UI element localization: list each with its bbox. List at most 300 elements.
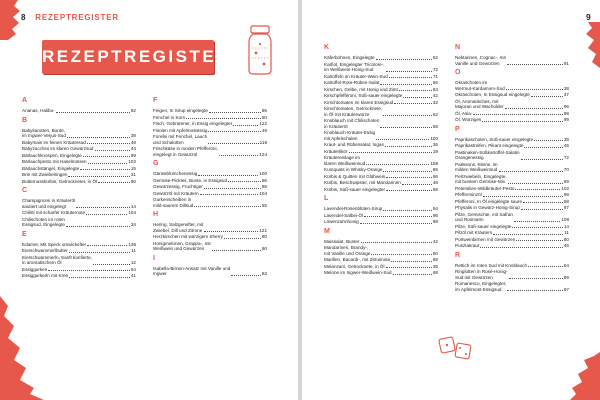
entry-page-number: 48 (130, 139, 136, 145)
dot-leader (383, 171, 431, 172)
entry-title: Brie mit Zwiebelringen (22, 172, 68, 177)
entry-page-number: 86 (261, 108, 267, 113)
dot-leader (98, 182, 130, 183)
entry-title: Romanesco, Eingelegter, im Apfelmost-Essigsud (455, 281, 507, 292)
entry-page-number: 83 (261, 271, 267, 276)
index-entry (455, 192, 569, 198)
entry-page-number: 58 (432, 123, 438, 129)
section-letter: P (455, 125, 460, 133)
entry-page-number: 70 (563, 167, 569, 172)
index-entry (153, 234, 267, 240)
entry-title: Öl, Würziges (455, 117, 482, 122)
entry-page-number: 66 (261, 177, 267, 183)
entry-page-number: 56 (432, 80, 438, 85)
entry-page-number: 37 (563, 92, 569, 97)
dot-leader (194, 206, 261, 207)
index-entry (324, 167, 438, 173)
entry-page-number: 72 (432, 67, 438, 72)
entry-page-number: 38 (130, 133, 136, 138)
entry-page-number: 96 (432, 212, 438, 218)
dot-leader (366, 164, 429, 165)
entry-page-number: 122 (259, 121, 267, 126)
entry-title: Kirschtomaten, Getrocknete, in Öl mit Kräuterwürze (324, 106, 383, 117)
entry-title: Knoblauch-Kräuter-Essig mit Apfelschalen (324, 130, 376, 141)
entry-title: Lavendel-Rosenblüten-Sirup (324, 206, 383, 211)
section-letter: O (455, 69, 461, 76)
entry-page-number: 48 (432, 180, 438, 185)
index-entry (455, 237, 569, 243)
dot-leader (361, 242, 432, 243)
entry-title: Feigen, In Sirup eingelegte (153, 108, 208, 113)
index-entry (455, 212, 569, 223)
entry-page-number: 54 (130, 266, 136, 272)
dot-leader (389, 77, 432, 78)
entry-title: Physalis in Gewürz-Honig-Sirup (455, 205, 520, 210)
entry-title: Öl, Asia- (455, 110, 473, 116)
entry-title: Essiggurken (22, 266, 48, 272)
index-section (455, 69, 569, 123)
index-section (22, 187, 136, 228)
index-section (455, 126, 569, 249)
entry-page-number: 87 (563, 205, 569, 210)
entry-title: Frischkäse in runden Pfefferoni, eingelegt in Gewürzöl (153, 146, 218, 157)
index-entry (22, 140, 136, 146)
entry-title: Knoblauch mit Chilischoten in Kräuteröl (324, 118, 380, 129)
index-entry (153, 146, 267, 157)
index-section (455, 44, 569, 66)
index-entry (455, 162, 569, 173)
entry-title: Löwenzahnhonig (324, 219, 359, 224)
index-entry (22, 267, 136, 273)
entry-title: Okraschoten im Wermut-Kardamom-Sud (455, 80, 505, 91)
dot-leader (93, 264, 130, 265)
entry-title: Pilzöl mit Kräutern (455, 230, 493, 235)
index-entry (455, 186, 569, 192)
entry-page-number: 102 (561, 185, 569, 191)
index-entry (455, 243, 569, 249)
index-entry (153, 121, 267, 127)
index-entry (153, 128, 267, 134)
entry-title: Mandarinen, Brandy-, mit Vanille und Orange (324, 245, 371, 256)
index-entry (324, 87, 438, 93)
section-letter: I (153, 254, 155, 262)
entry-page-number: 91 (563, 60, 569, 66)
dot-leader (228, 181, 261, 182)
dot-leader (66, 226, 130, 227)
section-letter: H (153, 211, 159, 218)
running-title: REZEPTREGISTER (35, 13, 119, 22)
index-entry (455, 117, 569, 123)
index-entry (324, 180, 438, 186)
dot-leader (524, 147, 562, 148)
entry-page-number: 42 (432, 238, 438, 244)
entry-title: Ringlotten in Rosé-Honig- Sud mit Gewürzen (455, 269, 508, 280)
index-entry (324, 74, 438, 80)
dot-leader (208, 131, 260, 132)
entry-title: Bärlauchstängel, Eingelegte (22, 165, 80, 171)
entry-title: Chiliöl mit scharfer Kräuternote (22, 210, 86, 215)
entry-title: Fenchel in Korn (153, 114, 186, 120)
dot-leader (473, 114, 563, 115)
entry-page-number: 68 (432, 186, 438, 192)
dot-leader (403, 97, 432, 98)
entry-title: Herzkirschen mit würzigem Sherry (153, 234, 223, 239)
dot-leader (371, 254, 431, 255)
dot-leader (349, 152, 432, 153)
entry-page-number: 69 (563, 179, 569, 184)
dot-leader (198, 175, 258, 176)
index-entry (324, 174, 438, 180)
entry-title: Honigmelonen, Grappa-, mit Weißwein und Gewürzen (153, 240, 211, 251)
index-entry (324, 270, 438, 276)
page-number: 9 (586, 12, 591, 22)
dot-leader (394, 103, 432, 104)
index-entry (324, 187, 438, 193)
dot-leader (231, 275, 261, 276)
index-entry (153, 241, 267, 252)
entry-title: Käferbohnen, Eingelegte (324, 55, 375, 60)
entry-title: Isabella-Birnen-Ansatz mit Vanille und Ingwer (153, 265, 231, 276)
entry-title: Fisch, Gebratener, in Essig eingelegter (153, 121, 233, 126)
entry-page-number: 89 (563, 274, 569, 280)
index-entry (455, 224, 569, 230)
index-entry (153, 108, 267, 114)
section-letter: E (22, 230, 27, 238)
dot-leader (360, 223, 432, 224)
entry-title: Melone im Ingwer-Weißwein-Sud (324, 270, 392, 275)
entry-page-number: 136 (128, 241, 136, 247)
index-column-4 (455, 44, 569, 295)
red-torn-corner-decoration-top-right (580, 22, 600, 68)
entry-title: Eierschwammerln, Sanft konfierte, in aromatischem Öl (22, 254, 92, 265)
dot-leader (212, 250, 261, 251)
index-entry (455, 205, 569, 211)
index-section (22, 97, 136, 114)
index-section (153, 211, 267, 252)
dot-leader (67, 137, 130, 138)
page-header (21, 13, 119, 22)
index-entry (324, 93, 438, 99)
entry-page-number: 99 (563, 117, 569, 122)
entry-title: Paprikaschoten, Süß-sauer eingelegte (455, 136, 534, 142)
index-entry (324, 155, 438, 166)
dot-leader (493, 234, 563, 235)
index-section (153, 97, 267, 157)
entry-page-number: 102 (128, 159, 136, 164)
entry-page-number: 14 (563, 223, 569, 229)
entry-title: Gänseblümchenessig (153, 171, 198, 176)
entry-page-number: 82 (130, 108, 136, 113)
dot-leader (391, 261, 432, 262)
entry-title: Forelle mit Fenchel, Lauch und Schalotten (153, 134, 208, 145)
entry-page-number: 96 (563, 104, 569, 109)
dot-leader (386, 190, 432, 191)
entry-title: Bärlauchpesto mit Haselnüssen (22, 159, 87, 164)
dot-leader (483, 196, 563, 197)
index-entry (455, 137, 569, 143)
section-letter: C (22, 187, 28, 194)
dot-leader (380, 84, 432, 85)
index-entry (22, 248, 136, 254)
dot-leader (516, 240, 563, 241)
dot-leader (399, 90, 432, 91)
entry-title: Pilze, Süß-sauer eingelegte (455, 223, 512, 229)
dot-leader (208, 143, 259, 144)
entry-title: Pfefferminzöl (455, 192, 482, 197)
entry-page-number: 35 (432, 263, 438, 269)
index-section (153, 160, 267, 208)
entry-page-number: 50 (261, 114, 267, 120)
entry-title: Kürbis, Beschwipster, mit Mandarinen (324, 180, 401, 185)
entry-page-number: 42 (432, 93, 438, 98)
dot-leader (514, 221, 560, 222)
index-entry (22, 128, 136, 139)
entry-title: Kraut- und Rübensalat, Ingas (324, 142, 384, 147)
index-entry (22, 242, 136, 248)
entry-title: Edamer, Mit Speck umwickelter (22, 241, 87, 247)
entry-page-number: 45 (563, 143, 569, 148)
entry-page-number: 88 (261, 184, 267, 189)
index-entry (455, 80, 569, 91)
entry-title: Chilischoten im roten Essigsud, Eingelegte (22, 216, 65, 227)
entry-page-number: 64 (563, 262, 569, 268)
entry-title: Babymais im feinen Kräutersud (22, 139, 86, 145)
dot-leader (507, 64, 563, 65)
index-section (324, 228, 438, 276)
dot-leader (515, 189, 560, 190)
index-entry (153, 266, 267, 277)
dot-leader (386, 267, 432, 268)
entry-page-number: 60 (130, 178, 136, 184)
index-entry (324, 264, 438, 270)
dot-leader (219, 155, 259, 156)
index-section (22, 231, 136, 279)
entry-page-number: 104 (128, 210, 136, 215)
section-letter: B (22, 116, 28, 124)
index-column-3 (324, 44, 438, 279)
index-section (153, 255, 267, 277)
section-letter: M (324, 227, 330, 235)
entry-title: Okraschoten, In Essigsud eingelegte (455, 92, 530, 97)
entry-page-number: 56 (432, 173, 438, 179)
entry-page-number: 99 (130, 152, 136, 158)
entry-title: Rettich im roten Sud mit Knoblauch (455, 262, 528, 268)
entry-title: Lavendel-Salbei-Öl (324, 212, 364, 218)
index-section (22, 117, 136, 185)
dot-leader (80, 169, 130, 170)
index-entry (455, 143, 569, 149)
index-entry (455, 111, 569, 117)
entry-page-number: 62 (432, 55, 438, 60)
entry-page-number: 119 (259, 139, 267, 145)
index-entry (153, 134, 267, 145)
entry-title: Champignons in Kräuteröl sautiert und eingelegt (22, 198, 76, 209)
index-entry (153, 178, 267, 184)
entry-title: Marillen, Bacardi-, mit Zitrusnote (324, 257, 391, 262)
index-entry (324, 213, 438, 219)
section-letter: N (455, 44, 461, 51)
dot-leader (69, 277, 130, 278)
entry-page-number: 98 (563, 192, 569, 197)
section-letter: K (324, 44, 330, 51)
index-entry (22, 166, 136, 172)
entry-page-number: 98 (432, 219, 438, 224)
index-entry (153, 115, 267, 121)
entry-page-number: 90 (261, 234, 267, 239)
dot-leader (507, 290, 563, 291)
index-entry (455, 269, 569, 280)
dot-leader (380, 127, 431, 128)
entry-page-number: 104 (259, 190, 267, 196)
dot-leader (69, 252, 131, 253)
entry-title: Kirschpfefferoni, Süß-sauer eingelegte (324, 93, 403, 98)
index-column-2 (153, 97, 267, 280)
dot-leader (386, 177, 432, 178)
dot-leader (48, 270, 130, 271)
entry-title: Bärlauchknospen, Eingelegte (22, 152, 82, 158)
index-entry (455, 55, 569, 66)
entry-title: Pfefferoni, In Öl eingelegte saure (455, 198, 523, 204)
index-entry (22, 108, 136, 114)
entry-title: Kürbis & Quitten mit Glühwein (324, 173, 386, 179)
entry-title: Patissons, Kleine, im milden Weißweinsud (455, 161, 498, 172)
dot-leader (383, 210, 432, 211)
dot-leader (528, 266, 563, 267)
index-entry (22, 217, 136, 228)
index-entry (455, 230, 569, 236)
entry-title: Gemüse-Pickles, Bunte, in Essigsud (153, 177, 228, 183)
dice-illustration-icon (436, 330, 476, 364)
dot-leader (534, 140, 563, 141)
red-torn-corner-decoration-bottom-right (570, 352, 600, 400)
dot-leader (482, 121, 563, 122)
dot-leader (521, 209, 563, 210)
dot-leader (87, 245, 127, 246)
dot-leader (506, 89, 563, 90)
entry-page-number: 36 (432, 142, 438, 147)
dot-leader (509, 278, 563, 279)
index-entry (455, 263, 569, 269)
entry-page-number: 71 (432, 73, 438, 79)
dot-leader (383, 115, 432, 116)
entry-title: Perlzwiebeln, Eingelegte, mit buntem Gemüse-Mix (455, 173, 507, 184)
entry-page-number: 11 (564, 230, 569, 235)
entry-page-number: 31 (130, 172, 136, 177)
dot-leader (364, 216, 432, 217)
section-letter: A (22, 97, 28, 104)
entry-title: Karfiol, Eingelegter Tricolore-, im Weißwein-Honig-Sud (324, 61, 385, 72)
index-section (324, 44, 438, 192)
dot-leader (531, 96, 563, 97)
index-entry (153, 222, 267, 233)
entry-title: Fisolen mit Apfelmostessig (153, 127, 208, 133)
entry-page-number: 55 (261, 202, 267, 208)
index-entry (22, 210, 136, 216)
dot-leader (87, 143, 130, 144)
dot-leader (68, 176, 129, 177)
index-entry (455, 150, 569, 161)
index-entry (324, 80, 438, 86)
red-torn-corner-decoration-bottom-left (0, 296, 44, 400)
dot-leader (204, 188, 261, 189)
section-letter: L (324, 195, 329, 202)
entry-title: Gewürzöl mit Kräutern (153, 190, 199, 196)
entry-title: Nektarinen, Cognac-, mit Vanille und Gewürzen (455, 55, 506, 66)
entry-page-number: 88 (432, 257, 438, 262)
entry-title: Kartoffel-Rote-Rüben-Salat (324, 80, 380, 85)
entry-page-number: 68 (432, 270, 438, 275)
dot-leader (376, 139, 429, 140)
dot-leader (209, 112, 261, 113)
index-entry (324, 149, 438, 155)
index-entry (153, 197, 267, 208)
entry-page-number: 121 (259, 227, 267, 233)
entry-page-number: 58 (563, 198, 569, 204)
dot-leader (402, 184, 432, 185)
dot-leader (523, 202, 563, 203)
entry-page-number: 90 (261, 246, 267, 251)
entry-page-number: 84 (432, 86, 438, 92)
dot-leader (521, 159, 563, 160)
index-entry (324, 245, 438, 256)
entry-title: Essiggurkerln mit Kren (22, 273, 69, 278)
title-banner (42, 40, 231, 74)
index-entry (22, 153, 136, 159)
index-entry (22, 172, 136, 178)
index-entry (455, 174, 569, 185)
entry-page-number: 38 (563, 136, 569, 142)
dot-leader (508, 183, 563, 184)
dot-leader (512, 227, 562, 228)
dot-leader (186, 118, 261, 119)
entry-page-number: 108 (561, 217, 569, 222)
entry-page-number: 32 (432, 99, 438, 105)
entry-title: Kartoffeln im Kräuter-Wein-Sud (324, 73, 388, 79)
entry-page-number: 34 (130, 222, 136, 227)
entry-title: Babyzucchini im klaren Gewürzsud (22, 146, 94, 151)
entry-page-number: 86 (432, 167, 438, 172)
index-entry (324, 239, 438, 245)
index-entry (324, 130, 438, 141)
entry-title: Pusztakraut (455, 243, 480, 248)
entry-title: Ananas, Halibu- (22, 108, 55, 113)
index-entry (153, 191, 267, 197)
dot-leader (204, 231, 258, 232)
index-entry (22, 255, 136, 266)
entry-title: Hering, Salzgereifter, mit Zwiebel, Dill und Zitrone (153, 222, 204, 233)
entry-page-number: 98 (563, 110, 569, 116)
dot-leader (393, 274, 432, 275)
entry-page-number: 94 (432, 206, 438, 211)
index-entry (324, 62, 438, 73)
index-entry (324, 118, 438, 129)
index-section (455, 252, 569, 293)
dot-leader (505, 108, 563, 109)
entry-page-number: 44 (130, 146, 136, 151)
entry-page-number: 11 (131, 248, 136, 253)
index-entry (153, 171, 267, 177)
dot-leader (386, 71, 432, 72)
entry-title: Kumquats in Whisky-Orange (324, 167, 383, 172)
entry-title: Kürbis, Süß-sauer eingelegter (324, 186, 386, 192)
entry-page-number: 12 (130, 260, 136, 265)
entry-page-number: 80 (563, 236, 569, 242)
right-page (302, 0, 600, 400)
dot-leader (233, 125, 258, 126)
index-entry (324, 100, 438, 106)
entry-title: Petersilien-Wildkräuter-Pesto (455, 185, 515, 191)
entry-title: Melanzani, Getrocknete, in Öl (324, 263, 385, 269)
